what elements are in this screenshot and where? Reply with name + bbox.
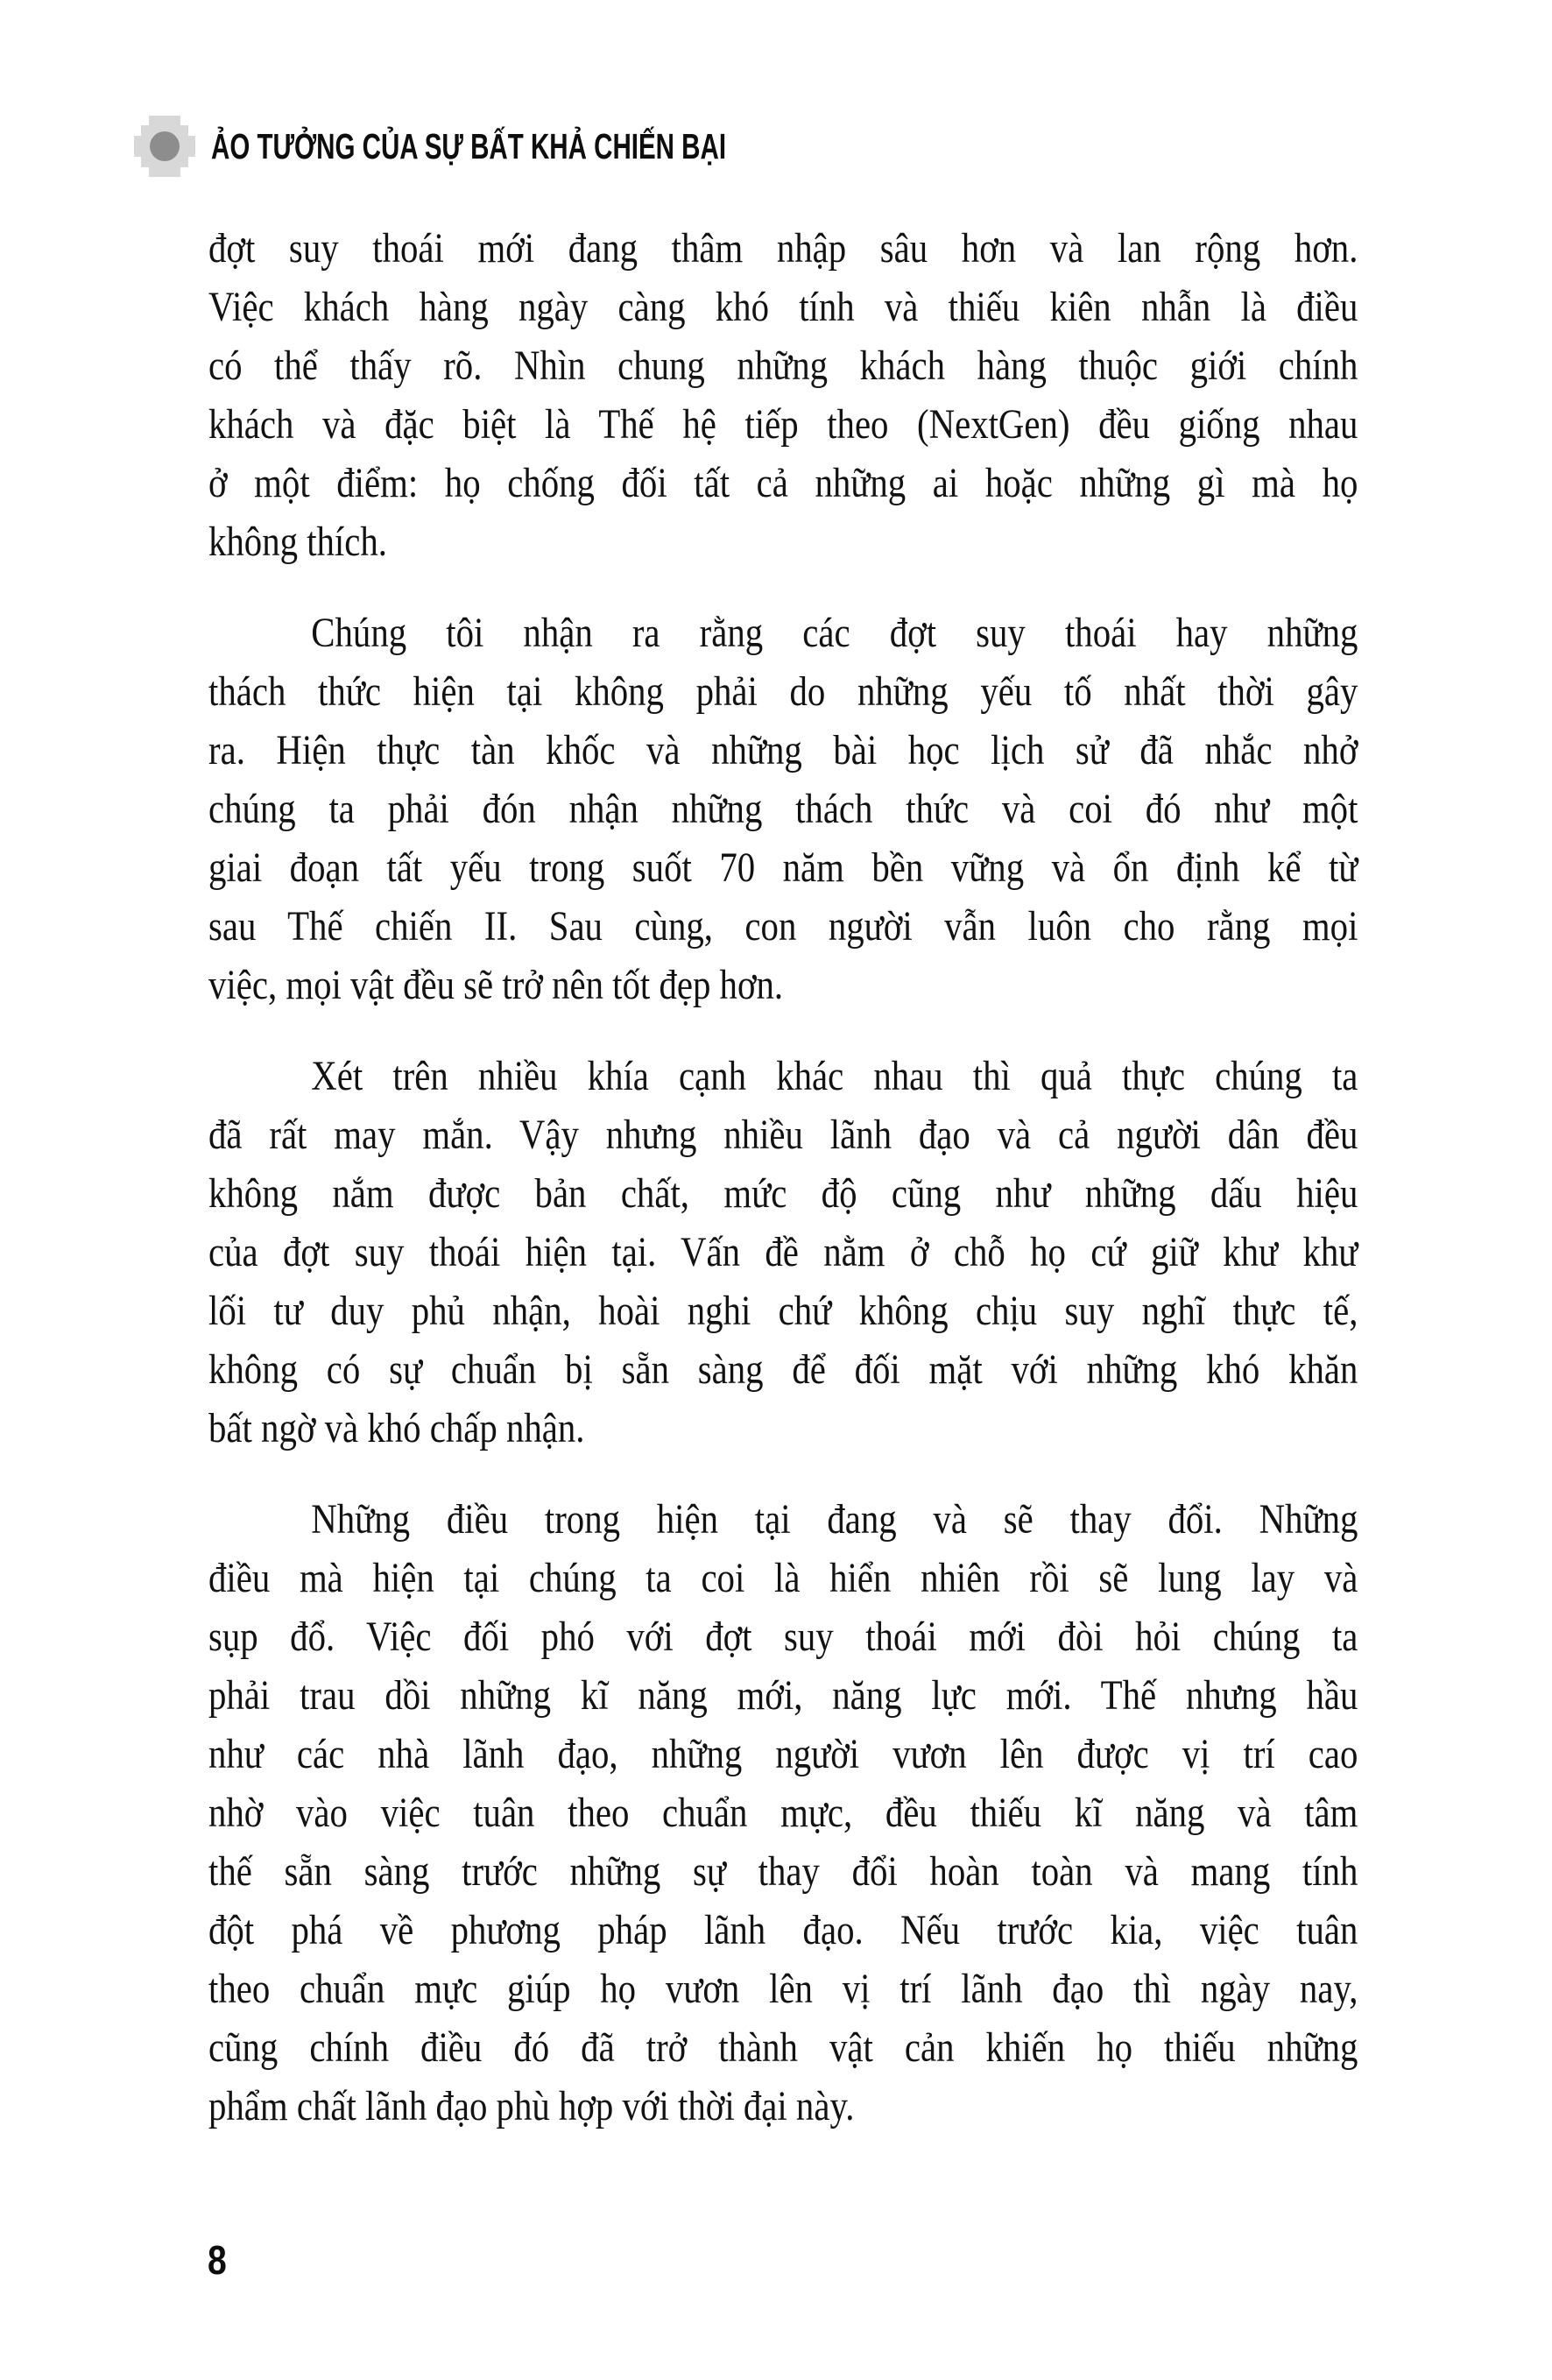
text-line: Chúng tôi nhận ra rằng các đợt suy thoái hay những xyxy=(311,610,1358,656)
text-line: như các nhà lãnh đạo, những người vươn lên được vị trí cao xyxy=(208,1731,1358,1777)
page-number: 8 xyxy=(208,2237,227,2283)
text-line: đột phá về phương pháp lãnh đạo. Nếu trước kia, việc tuân xyxy=(208,1907,1358,1953)
text-line: nhờ vào việc tuân theo chuẩn mực, đều thiếu kĩ năng và tâm xyxy=(208,1790,1358,1836)
gear-icon xyxy=(134,116,195,177)
text-line: sau Thế chiến II. Sau cùng, con người vẫn luôn cho rằng mọi xyxy=(208,903,1358,950)
text-line: phẩm chất lãnh đạo phù hợp với thời đại này. xyxy=(208,2083,855,2129)
text-line: đợt suy thoái mới đang thâm nhập sâu hơn và lan rộng hơn. xyxy=(208,225,1358,272)
text-line: lối tư duy phủ nhận, hoài nghi chứ không chịu suy nghĩ thực tế, xyxy=(208,1288,1358,1334)
text-line: theo chuẩn mực giúp họ vươn lên vị trí lãnh đạo thì ngày nay, xyxy=(208,1966,1358,2012)
paragraph xyxy=(208,604,1358,1014)
text-line: có thể thấy rõ. Nhìn chung những khách hàng thuộc giới chính xyxy=(208,343,1358,389)
text-line: không nắm được bản chất, mức độ cũng như những dấu hiệu xyxy=(208,1170,1358,1217)
text-line: ở một điểm: họ chống đối tất cả những ai hoặc những gì mà họ xyxy=(208,460,1358,506)
text-line: bất ngờ và khó chấp nhận. xyxy=(208,1405,585,1451)
text-line: Những điều trong hiện tại đang và sẽ thay đổi. Những xyxy=(311,1496,1358,1543)
text-line: giai đoạn tất yếu trong suốt 70 năm bền vững và ổn định kể từ xyxy=(208,844,1358,891)
text-line: ra. Hiện thực tàn khốc và những bài học lịch sử đã nhắc nhở xyxy=(208,727,1358,773)
paragraph xyxy=(208,1490,1358,2136)
page-body xyxy=(208,219,1358,2136)
text-line: không có sự chuẩn bị sẵn sàng để đối mặt với những khó khăn xyxy=(208,1346,1358,1393)
chapter-title: ẢO TƯỞNG CỦA SỰ BẤT KHẢ CHIẾN BẠI xyxy=(211,126,727,166)
text-line: chúng ta phải đón nhận những thách thức và coi đó như một xyxy=(208,786,1358,832)
text-line: việc, mọi vật đều sẽ trở nên tốt đẹp hơn. xyxy=(208,962,784,1008)
running-header xyxy=(134,116,927,177)
paragraph xyxy=(208,219,1358,571)
paragraph xyxy=(208,1047,1358,1458)
text-line: điều mà hiện tại chúng ta coi là hiển nhiên rồi sẽ lung lay và xyxy=(208,1555,1358,1601)
text-line: của đợt suy thoái hiện tại. Vấn đề nằm ở chỗ họ cứ giữ khư khư xyxy=(208,1229,1358,1275)
text-line: phải trau dồi những kĩ năng mới, năng lực mới. Thế nhưng hầu xyxy=(208,1672,1358,1719)
text-line: khách và đặc biệt là Thế hệ tiếp theo (NextGen) đều giống nhau xyxy=(208,401,1358,448)
text-line: không thích. xyxy=(208,519,387,565)
text-line: sụp đổ. Việc đối phó với đợt suy thoái mới đòi hỏi chúng ta xyxy=(208,1614,1358,1660)
text-line: thế sẵn sàng trước những sự thay đổi hoàn toàn và mang tính xyxy=(208,1848,1358,1895)
text-line: đã rất may mắn. Vậy nhưng nhiều lãnh đạo và cả người dân đều xyxy=(208,1112,1358,1158)
text-line: Xét trên nhiều khía cạnh khác nhau thì quả thực chúng ta xyxy=(311,1053,1358,1099)
text-line: Việc khách hàng ngày càng khó tính và thiếu kiên nhẫn là điều xyxy=(208,284,1358,330)
text-line: cũng chính điều đó đã trở thành vật cản khiến họ thiếu những xyxy=(208,2024,1358,2071)
text-line: thách thức hiện tại không phải do những yếu tố nhất thời gây xyxy=(208,668,1358,715)
